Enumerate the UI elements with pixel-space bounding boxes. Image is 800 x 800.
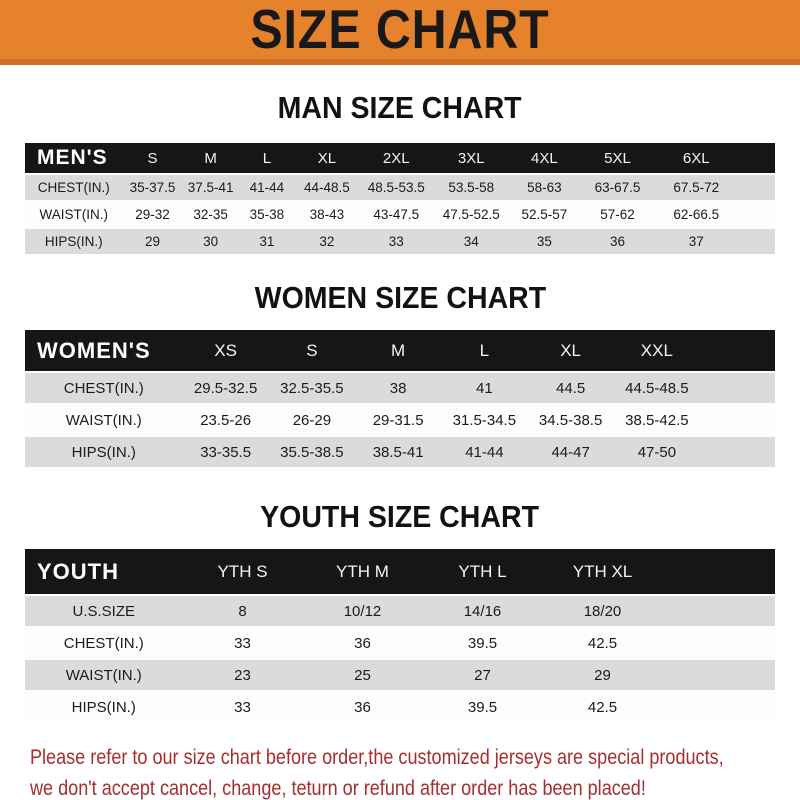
size-value-cell: 38 xyxy=(389,379,407,397)
size-value-cell: 35.5-38.5 xyxy=(280,443,344,461)
size-value-cell: 25 xyxy=(354,666,371,684)
size-column-header: XS xyxy=(214,340,237,360)
row-spacer xyxy=(738,229,776,254)
table-header-label: WOMEN'S xyxy=(37,337,151,363)
measurement-row-label: CHEST(IN.) xyxy=(63,634,144,652)
size-value-cell: 36 xyxy=(609,234,626,249)
size-column-header: XL xyxy=(560,340,582,360)
row-spacer xyxy=(663,628,776,658)
size-value-cell: 58-63 xyxy=(527,180,562,195)
size-column-header: YTH L xyxy=(458,561,507,581)
refund-policy-note xyxy=(30,742,800,800)
size-value-cell: 53.5-58 xyxy=(448,180,495,195)
size-value-cell: 23.5-26 xyxy=(200,411,252,429)
table-header-label: MEN'S xyxy=(37,146,108,169)
size-value-cell: 33 xyxy=(234,698,251,716)
header-spacer xyxy=(663,549,776,594)
size-value-cell: 8 xyxy=(238,602,247,620)
size-value-cell: 29-31.5 xyxy=(372,411,424,429)
size-value-cell: 38-43 xyxy=(309,207,345,222)
size-column-header: 3XL xyxy=(457,149,485,167)
measurement-row-label: WAIST(IN.) xyxy=(65,411,142,429)
size-value-cell: 35-38 xyxy=(249,207,285,222)
measurement-row xyxy=(25,692,775,722)
measurement-row xyxy=(25,202,775,227)
row-spacer xyxy=(700,437,775,467)
size-value-cell: 41 xyxy=(476,379,493,397)
size-value-cell: 32-35 xyxy=(193,207,228,222)
measurement-row-label: CHEST(IN.) xyxy=(37,180,110,195)
size-value-cell: 31.5-34.5 xyxy=(452,411,517,429)
size-value-cell: 10/12 xyxy=(343,602,382,620)
measurement-row xyxy=(25,660,775,690)
row-spacer xyxy=(700,373,775,403)
youth-section-heading xyxy=(0,499,800,535)
size-value-cell: 26-29 xyxy=(292,411,332,429)
size-value-cell: 44.5 xyxy=(556,379,586,397)
size-value-cell: 33-35.5 xyxy=(200,443,252,461)
size-value-cell: 36 xyxy=(354,698,371,716)
size-value-cell: 35-37.5 xyxy=(129,180,176,195)
size-value-cell: 14/16 xyxy=(463,602,502,620)
size-value-cell: 33 xyxy=(234,634,251,652)
size-value-cell: 32 xyxy=(319,234,335,249)
size-column-header: M xyxy=(204,149,217,167)
measurement-row-label: U.S.SIZE xyxy=(72,602,135,620)
size-column-header: S xyxy=(306,340,318,360)
size-value-cell: 29-32 xyxy=(135,207,170,222)
measurement-row-label: WAIST(IN.) xyxy=(39,207,108,222)
header-spacer xyxy=(700,330,775,371)
size-column-header: 5XL xyxy=(604,149,631,167)
row-spacer xyxy=(663,692,776,722)
size-column-header: YTH S xyxy=(217,561,268,581)
size-value-cell: 42.5 xyxy=(587,698,618,716)
header-spacer xyxy=(738,143,776,173)
womens-size-table xyxy=(25,328,775,469)
size-value-cell: 30 xyxy=(203,234,219,249)
measurement-row xyxy=(25,437,775,467)
size-value-cell: 44.5-48.5 xyxy=(625,379,689,397)
size-value-cell: 35 xyxy=(536,234,552,249)
size-value-cell: 44-47 xyxy=(551,443,590,461)
youth-size-table xyxy=(25,547,775,724)
measurement-row xyxy=(25,175,775,200)
size-chart-banner xyxy=(0,0,800,65)
refund-policy-line-2: we don't accept cancel, change, teturn or refund after order has been placed! xyxy=(30,775,646,800)
women-section-heading-text: WOMEN SIZE CHART xyxy=(254,280,546,315)
measurement-row-label: HIPS(IN.) xyxy=(71,443,136,461)
man-section-heading xyxy=(0,90,800,126)
size-value-cell: 29 xyxy=(144,234,161,249)
size-value-cell: 34 xyxy=(463,234,479,249)
size-header-row xyxy=(25,143,775,173)
size-value-cell: 37.5-41 xyxy=(187,180,234,195)
row-spacer xyxy=(700,405,775,435)
youth-section-heading-text: YOUTH SIZE CHART xyxy=(260,499,540,534)
size-value-cell: 34.5-38.5 xyxy=(538,411,603,429)
size-value-cell: 31 xyxy=(259,234,275,249)
size-column-header: L xyxy=(479,340,490,360)
measurement-row-label: CHEST(IN.) xyxy=(63,379,144,397)
size-column-header: XL xyxy=(317,149,337,167)
row-spacer xyxy=(663,660,776,690)
size-column-header: 6XL xyxy=(682,149,710,167)
mens-size-table xyxy=(25,141,775,256)
size-value-cell: 44-48.5 xyxy=(303,180,350,195)
size-value-cell: 32.5-35.5 xyxy=(280,379,344,397)
size-value-cell: 62-66.5 xyxy=(673,207,720,222)
measurement-row-label: WAIST(IN.) xyxy=(65,666,142,684)
size-value-cell: 23 xyxy=(234,666,251,684)
row-spacer xyxy=(663,596,776,626)
size-value-cell: 36 xyxy=(354,634,371,652)
measurement-row xyxy=(25,229,775,254)
measurement-row xyxy=(25,373,775,403)
measurement-row xyxy=(25,405,775,435)
man-section-heading-text: MAN SIZE CHART xyxy=(277,90,523,125)
size-column-header: S xyxy=(147,149,158,167)
size-value-cell: 63-67.5 xyxy=(594,180,641,195)
size-value-cell: 18/20 xyxy=(583,602,622,620)
size-value-cell: 38.5-42.5 xyxy=(625,411,689,429)
size-value-cell: 43-47.5 xyxy=(373,207,420,222)
size-value-cell: 41-44 xyxy=(249,180,285,195)
size-column-header: 2XL xyxy=(382,149,410,167)
banner-title: SIZE CHART xyxy=(250,0,550,60)
size-value-cell: 48.5-53.5 xyxy=(367,180,425,195)
size-value-cell: 39.5 xyxy=(467,634,498,652)
size-value-cell: 37 xyxy=(688,234,704,249)
refund-policy-line-1: Please refer to our size chart before order,the customized jerseys are special products, xyxy=(30,745,724,769)
size-value-cell: 33 xyxy=(388,234,404,249)
row-spacer xyxy=(738,202,776,227)
size-column-header: YTH XL xyxy=(572,561,633,581)
size-value-cell: 47.5-52.5 xyxy=(442,207,500,222)
size-value-cell: 39.5 xyxy=(467,698,498,716)
size-value-cell: 57-62 xyxy=(600,207,635,222)
women-section-heading xyxy=(0,280,800,316)
size-header-row xyxy=(25,549,775,594)
size-value-cell: 41-44 xyxy=(465,443,504,461)
measurement-row xyxy=(25,596,775,626)
table-header-label: YOUTH xyxy=(37,558,119,584)
size-header-row xyxy=(25,330,775,371)
size-value-cell: 47-50 xyxy=(637,443,677,461)
row-spacer xyxy=(738,175,776,200)
size-value-cell: 27 xyxy=(474,666,491,684)
size-value-cell: 29 xyxy=(594,666,611,684)
measurement-row-label: HIPS(IN.) xyxy=(44,234,103,249)
size-column-header: L xyxy=(262,149,272,167)
size-value-cell: 42.5 xyxy=(587,634,618,652)
measurement-row-label: HIPS(IN.) xyxy=(71,698,136,716)
size-column-header: XXL xyxy=(640,340,673,360)
size-value-cell: 52.5-57 xyxy=(521,207,568,222)
size-column-header: YTH M xyxy=(336,561,389,581)
size-column-header: 4XL xyxy=(531,149,558,167)
measurement-row xyxy=(25,628,775,658)
size-column-header: M xyxy=(391,340,406,360)
size-value-cell: 67.5-72 xyxy=(673,180,720,195)
size-value-cell: 29.5-32.5 xyxy=(193,379,258,397)
size-value-cell: 38.5-41 xyxy=(372,443,424,461)
